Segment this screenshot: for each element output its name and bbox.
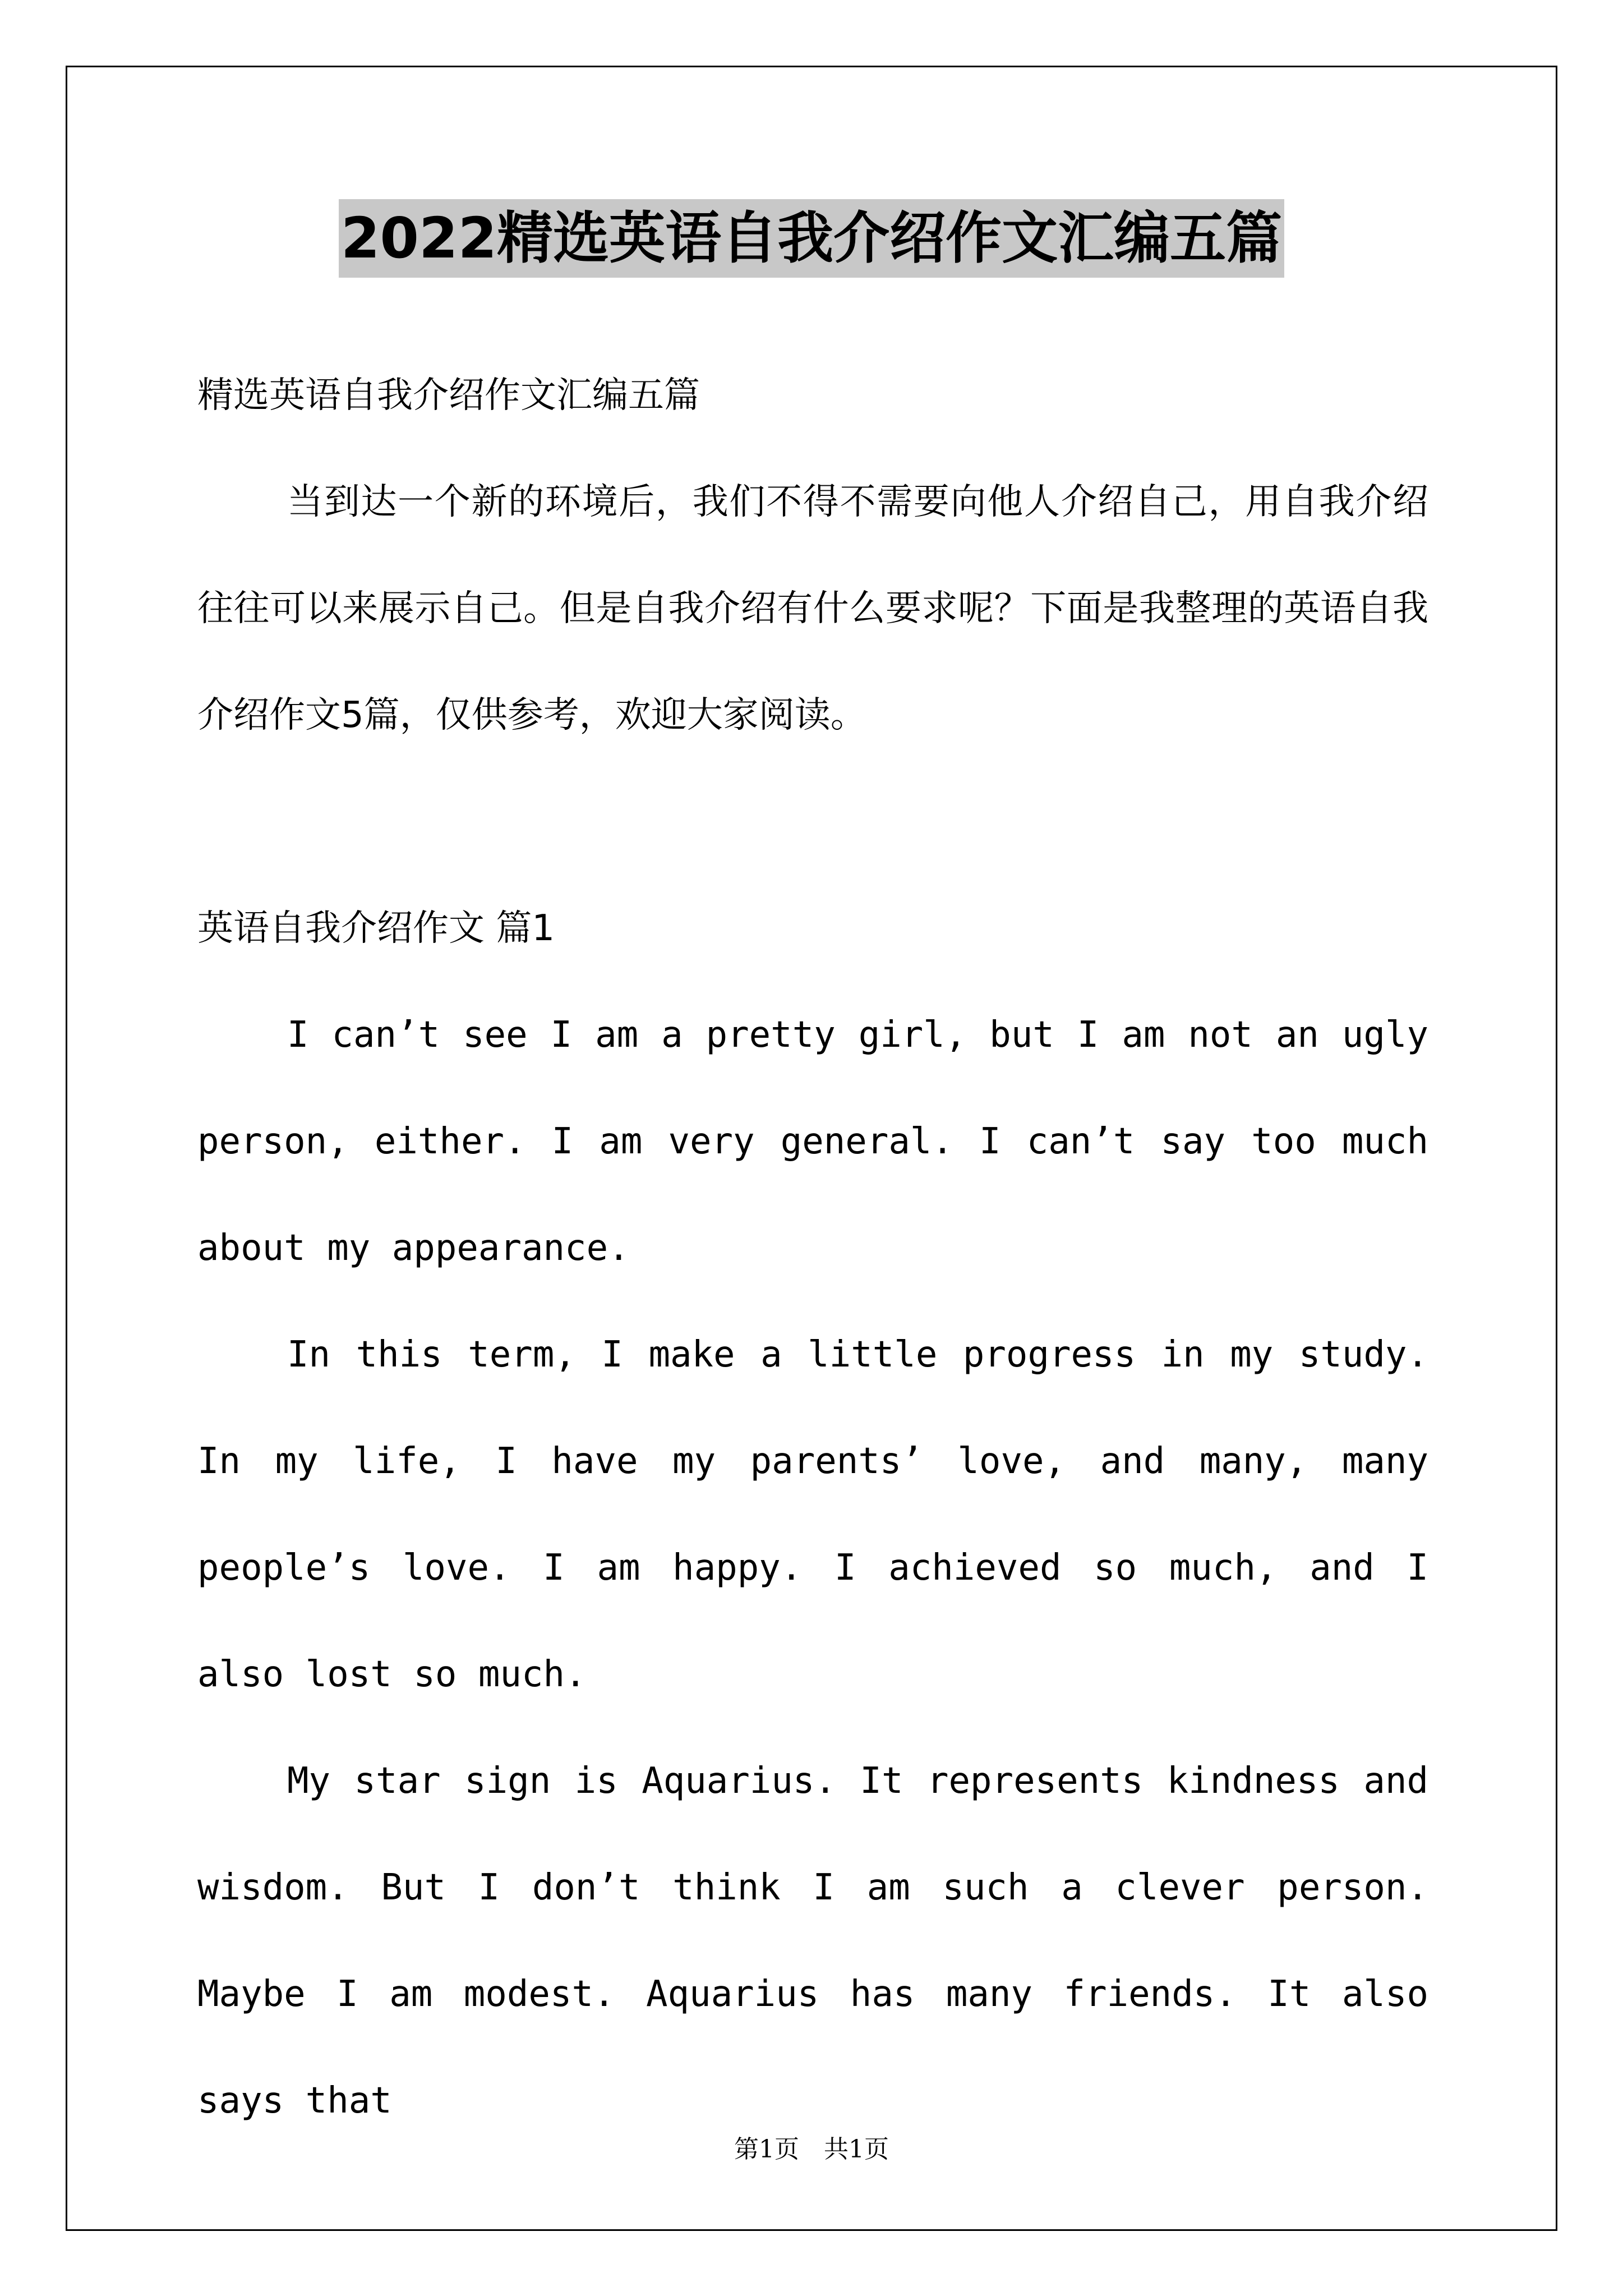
document-title: 2022精选英语自我介绍作文汇编五篇: [339, 199, 1284, 278]
section-heading: 英语自我介绍作文 篇1: [197, 908, 555, 949]
document-subtitle: 精选英语自我介绍作文汇编五篇: [197, 375, 700, 416]
title-container: [0, 199, 1623, 278]
intro-paragraph: 当到达一个新的环境后，我们不得不需要向他人介绍自己，用自我介绍往往可以来展示自己。但是自我介绍有什么要求呢？下面是我整理的英语自我介绍作文5篇，仅供参考，欢迎大家阅读。: [197, 481, 1428, 736]
page-footer: 第1页 共1页: [734, 2135, 889, 2164]
spacer: [197, 769, 1428, 875]
body-paragraph: I can’t see I am a pretty girl, but I am not an ugly person, either. I am very general. I can’t say too much about my appearance.: [197, 1014, 1428, 1269]
document-body: [197, 342, 1428, 2154]
body-paragraph: My star sign is Aquarius. It represents kindness and wisdom. But I don’t think I am such a clever person. Maybe I am modest. Aquarius has many friends. It also says that: [197, 1760, 1428, 2122]
body-paragraph: In this term, I make a little progress in my study. In my life, I have my parents’ love, and many, many people’s love. I am happy. I achieved so much, and I also lost so much.: [197, 1334, 1428, 1695]
